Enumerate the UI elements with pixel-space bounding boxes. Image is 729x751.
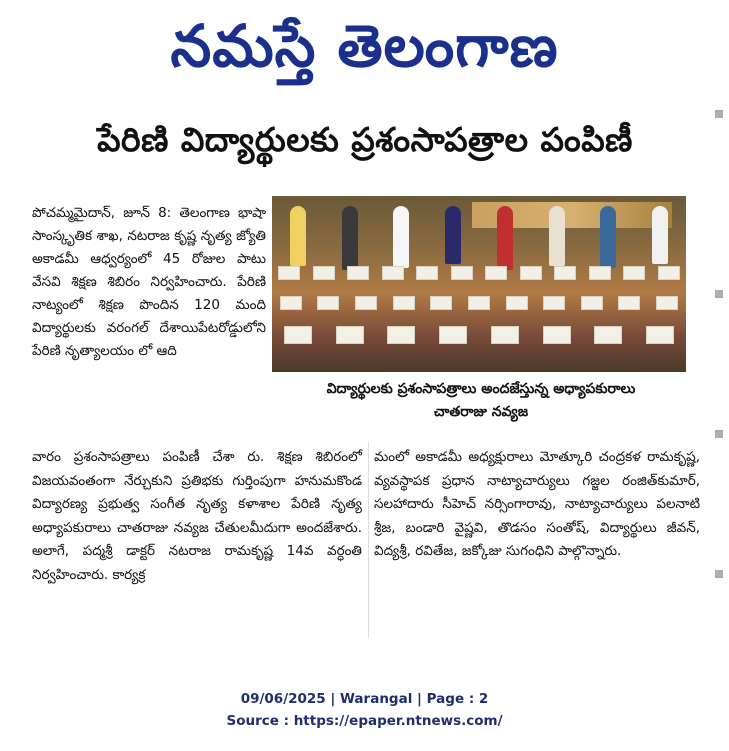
photo-certificate [554,266,576,280]
column-divider [368,442,369,638]
photo-certificates-row-1 [272,266,686,280]
photo-certificate [656,296,678,310]
photo-certificate [347,266,369,280]
cut-off-text-top [30,92,700,104]
photo-certificate [543,296,565,310]
photo-certificate [468,296,490,310]
photo-certificate [280,296,302,310]
photo-certificate [430,296,452,310]
photo-certificate [618,296,640,310]
photo-certificate [317,296,339,310]
paragraph-body-right: మంలో అకాడమీ అధ్యక్షురాలు మోత్కూరి చంద్రకళ రామకృష్ణ, వ్యవస్థాపక ప్రధాన నాట్యాచార్యులు గజ్జల రంజిత్‌కుమార్, సలహాదారు సీహెచ్ నర్సింగారావు, నాట్యాచార్యులు పలనాటి శ్రీజ, బండారి వైష్ణవి, తొడసం సంతోష్, విద్యార్థులు జీవన్, విద్యశ్రీ, రవితేజ, జక్కోజు సుగంధిని పాల్గొన్నారు. [374,449,700,559]
photo-certificate [520,266,542,280]
photo-person [342,206,358,270]
photo-certificate [646,326,674,344]
photo-certificate [485,266,507,280]
article-column-left-top [32,202,266,363]
photo-person [290,206,306,266]
masthead-logo: నమస్తే తెలంగాణ [170,12,559,80]
neighbor-column-edge [712,100,726,660]
photo-certificate [439,326,467,344]
photo-certificates-row-3 [272,326,686,344]
photo-certificate [658,266,680,280]
edge-mark [715,430,723,438]
photo-certificate [491,326,519,344]
photo-certificate [382,266,404,280]
edge-mark [715,290,723,298]
edge-mark [715,110,723,118]
photo-certificate [284,326,312,344]
photo-person [600,206,616,268]
photo-certificate [355,296,377,310]
photo-certificate [589,266,611,280]
photo-person [652,206,668,264]
photo-certificate [387,326,415,344]
edge-mark [715,570,723,578]
photo-certificate [416,266,438,280]
photo-person [393,206,409,268]
paragraph-body-left: వారం ప్రశంసాపత్రాలు పంపిణీ చేశా రు. శిక్షణ శిబిరంలో విజయవంతంగా నేర్చుకుని ప్రతిభకు గుర్తింపుగా హనుమకొండ విద్యారణ్య ప్రభుత్వ సంగీత నృత్య కళాశాల పేరిణి నృత్య అధ్యాపకురాలు చాతరాజు నవ్యజ చేతులమీదుగా అందజేశారు. అలాగే, పద్మశ్రీ డాక్టర్ నటరాజ రామకృష్ణ 14వ వర్ధంతి నిర్వహించారు. కార్యక్ర [32,449,362,583]
photo-certificates-row-2 [272,296,686,310]
cut-off-text-bottom [134,660,594,670]
footer-date-edition: 09/06/2025 | Warangal | Page : 2 [240,691,489,707]
article-photo [272,196,686,372]
article-column-bottom-right [374,446,700,564]
photo-person [497,206,513,270]
article-column-bottom-left [32,446,362,587]
photo-certificate [581,296,603,310]
photo-certificate [594,326,622,344]
news-clipping [24,92,706,670]
footer-source-link[interactable]: Source : https://epaper.ntnews.com/ [226,713,503,729]
source-footer [0,688,729,732]
photo-certificate [336,326,364,344]
photo-person [445,206,461,264]
photo-certificate [393,296,415,310]
article-headline: పేరిణి విద్యార్థులకు ప్రశంసాపత్రాల పంపిణీ [97,119,633,159]
photo-certificate [451,266,473,280]
photo-certificate [313,266,335,280]
photo-back-row [272,206,686,270]
photo-certificate [278,266,300,280]
masthead [0,0,729,92]
photo-certificate [506,296,528,310]
photo-caption: విద్యార్థులకు ప్రశంసాపత్రాలు అందజేస్తున్న అధ్యాపకురాలు చాతరాజు నవ్యజ [326,381,636,420]
photo-person [549,206,565,266]
photo-certificate [623,266,645,280]
photo-certificate [543,326,571,344]
paragraph-intro: పోచమ్మమైదాన్, జూన్ 8: తెలంగాణ భాషా సాంస్కృతిక శాఖ, నటరాజ కృష్ణ నృత్య జ్యోతి అకాడమీ ఆధ్వర్యంలో 45 రోజుల పాటు వేసవి శిక్షణ శిబిరం నిర్వహించారు. పేరిణి నాట్యంలో శిక్షణ పొందిన 120 మంది విద్యార్థులకు వరంగల్ దేశాయిపేటరోడ్డులోని పేరిణి నృత్యాలయం లో ఆది [32,205,266,359]
